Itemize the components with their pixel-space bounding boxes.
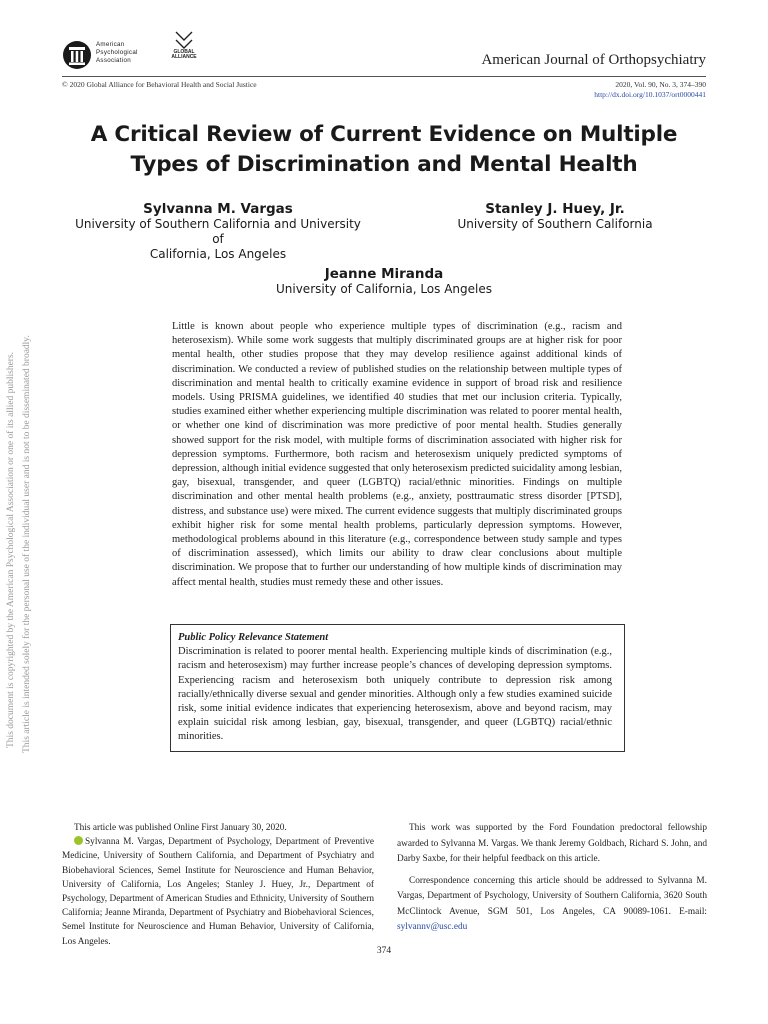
author-name: Stanley J. Huey, Jr.: [485, 201, 625, 217]
watermark-line-1: This document is copyrighted by the American Psychological Association or one of its allied publishers.: [6, 351, 16, 748]
funding-note: This work was supported by the Ford Foundation predoctoral fellowship awarded to Sylvanna M. Vargas. We thank Jeremy Goldbach, Richard S. John, and Darby Saxbe, for their helpful feedback on this article.: [397, 823, 707, 864]
copyright-line: © 2020 Global Alliance for Behavioral Health and Social Justice: [62, 80, 257, 89]
author-affiliation: University of California, Los Angeles: [275, 282, 492, 296]
policy-text: Discrimination is related to poorer mental health. Experiencing multiple kinds of discrimination (e.g., racism and heterosexism) may further increase people’s chances of developing depression symptoms. Experiencing racism and heterosexism both uniquely contribute to depression risk among racially/ethnically diverse sexual and gender minorities. Although only a few studies examined suicide risk, some initial evidence indicates that experiencing heterosexism, above and beyond racism, may explain suicidal risk among lesbian, gay, bisexual, transgender, and queer (LGBTQ) racial/ethnic minorities.: [178, 646, 612, 743]
copyright-watermark: [4, 283, 40, 783]
public-policy-box: [170, 624, 625, 752]
author-affiliation: University of Southern California and University of: [75, 217, 361, 246]
footnote-right-column: [397, 821, 707, 936]
orcid-icon[interactable]: [74, 836, 83, 845]
header-rule: [62, 76, 706, 77]
author-name: Sylvanna M. Vargas: [143, 201, 293, 217]
title-line-2: Types of Discrimination and Mental Health: [130, 152, 638, 177]
author-vargas: [68, 201, 368, 262]
journal-name: American Journal of Orthopsychiatry: [481, 52, 706, 68]
global-alliance-emblem-icon: [173, 28, 195, 50]
apa-logo-text: American Psychological Association: [96, 41, 138, 64]
footnote-left-column: [62, 821, 374, 949]
apa-logo: [62, 38, 162, 74]
page-number: 374: [376, 946, 392, 956]
author-name: Jeanne Miranda: [324, 266, 444, 282]
published-note: This article was published Online First January 30, 2020.: [74, 823, 287, 833]
global-alliance-logo: [166, 28, 202, 76]
author-affiliation: University of Southern California: [457, 217, 653, 231]
volume-issue-pages: 2020, Vol. 90, No. 3, 374–390: [615, 80, 706, 89]
global-alliance-logo-text: GLOBAL ALLIANCE: [171, 49, 197, 61]
author-affiliation-cont: California, Los Angeles: [149, 247, 287, 261]
author-miranda: [234, 266, 534, 297]
apa-emblem-icon: [62, 40, 92, 70]
author-huey: [440, 201, 670, 232]
abstract: Little is known about people who experience multiple types of discrimination (e.g., racism and heterosexism). While some work suggests that multiply discriminated groups are at higher risk for poor mental health, other studies propose that they may develop resilience against additional kinds of discrimination. We conducted a review of published studies on the relationship between multiple types of discrimination and mental health to critically examine evidence in support of broad risk and resilience models. Using PRISMA guidelines, we identified 40 studies that met our inclusion criteria. Typically, studies examined either whether experiencing multiple discrimination was related to poorer mental health, or whether one kind of discrimination was more predictive of poor mental health. Studies generally showed support for the risk model, with multiple forms of discrimination associated with higher risk for depression symptoms. Furthermore, both racism and heterosexism uniquely predicted symptoms of depression, although initial evidence suggested that only heterosexism predicted suicidality among lesbian, gay, bisexual, transgender, and queer (LGBTQ) racial/ethnic minorities. Findings on multiple discrimination and other mental health problems (e.g., anxiety, posttraumatic stress disorder [PTSD], distress, and substance use) were mixed. The current evidence suggests that multiply discriminated groups exhibit higher risk for some mental health problems, particularly depression symptoms. However, methodological problems abound in this literature (e.g., correspondence between study sample and types of discrimination assessed), which limits our ability to draw clear conclusions about multiple discrimination. We propose that to further our understanding of how multiple kinds of discrimination may affect mental health, studies must remedy these and other issues.: [172, 321, 622, 588]
volume-info: [594, 80, 706, 100]
email-link[interactable]: sylvannv@usc.edu: [397, 922, 468, 932]
article-title: [40, 120, 728, 180]
title-line-1: A Critical Review of Current Evidence on Multiple: [90, 122, 678, 147]
policy-heading: Public Policy Relevance Statement: [178, 632, 329, 643]
watermark-line-2: This article is intended solely for the personal use of the individual user and is not to be disseminated broadly.: [22, 335, 32, 753]
doi-link[interactable]: http://dx.doi.org/10.1037/ort0000441: [594, 90, 706, 99]
author-affiliations-note: Sylvanna M. Vargas, Department of Psychology, Department of Preventive Medicine, University of Southern California, and Department of Psychiatry and Biobehavioral Sciences, Semel Institute for Neuroscience and Human Behavior, University of California, Los Angeles; Stanley J. Huey, Jr., Department of Psychology, Department of American Studies and Ethnicity, University of Southern California; Jeanne Miranda, Department of Psychiatry and Biobehavioral Sciences, Semel Institute for Neuroscience and Human Behavior, University of California, Los Angeles.: [62, 837, 374, 947]
correspondence-note: Correspondence concerning this article should be addressed to Sylvanna M. Vargas, Department of Psychology, University of Southern California, 3620 South McClintock Avenue, SGM 501, Los Angeles, CA 90089-1061. E-mail: sylvannv@usc.edu: [397, 875, 707, 932]
